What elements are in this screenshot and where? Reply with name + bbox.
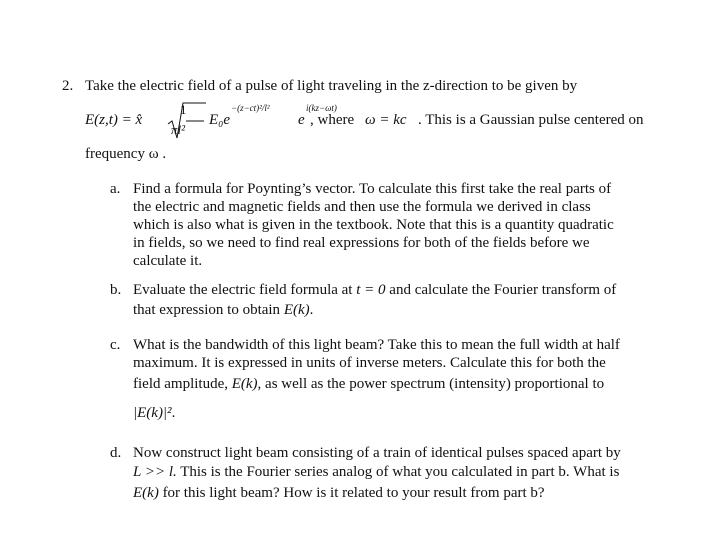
part-c-text-3b: , as well as the power spectrum (intensity) proportional to: [257, 376, 605, 392]
dispersion-relation: ω = kc: [365, 112, 407, 128]
part-b-line-2: [133, 302, 313, 319]
where-text: , where: [310, 112, 355, 128]
amplitude-factor: E₀e: [209, 112, 231, 128]
question-number: 2.: [62, 78, 74, 94]
fraction-denominator: πl²: [171, 122, 186, 137]
fraction-numerator: 1: [180, 102, 187, 117]
gaussian-exponent: −(z−ct)²/l²: [231, 103, 270, 113]
part-a-label: a.: [110, 181, 121, 197]
part-c-label: c.: [110, 337, 121, 353]
equation-lhs: E(z,t) = x̂: [85, 112, 143, 128]
phase-exp-base: e: [298, 112, 305, 128]
phase-exponent: i(kz−ωt): [306, 103, 337, 113]
question-intro-line-1: Take the electric field of a pulse of light traveling in the z-direction to be given by: [85, 78, 578, 94]
electric-field-equation: [85, 100, 705, 142]
part-b-text-2a: that expression to obtain: [133, 302, 281, 318]
part-c-line-3: [133, 376, 604, 393]
equation-trailing-text: . This is a Gaussian pulse centered on: [418, 112, 644, 128]
part-c-line-4: [133, 405, 175, 422]
part-d-line-1: Now construct light beam consisting of a train of identical pulses spaced apart by: [133, 445, 621, 461]
part-b-math-ek: E(k): [283, 302, 310, 318]
part-a-line-2: the electric and magnetic fields and then use the formula we derived in class: [133, 199, 591, 215]
part-d-math-ek: E(k): [133, 485, 159, 501]
part-c-text-4b: .: [171, 405, 176, 421]
part-c-math-power-spectrum: |E(k)|²: [133, 405, 172, 421]
part-d-label: d.: [110, 445, 122, 461]
part-d-math-l: L >> l.: [133, 464, 177, 480]
part-b-line-1: [133, 282, 616, 299]
part-b-math-t0: t = 0: [356, 282, 386, 298]
part-b-label: b.: [110, 282, 122, 298]
part-b-text-2b: .: [309, 302, 314, 318]
part-d-line-3: [133, 485, 545, 502]
part-c-line-1: What is the bandwidth of this light beam? Take this to mean the full width at half: [133, 337, 620, 353]
part-a-line-4: in fields, so we need to find real expressions for both of the fields before we: [133, 235, 590, 251]
part-c-line-2: maximum. It is expressed in units of inverse meters. Calculate this for both the: [133, 355, 606, 371]
part-c-text-3a: field amplitude,: [133, 376, 228, 392]
part-a-line-3: which is also what is given in the textbook. Note that this is a quantity quadratic: [133, 217, 614, 233]
question-intro-line-3: frequency ω .: [85, 146, 167, 162]
part-b-text-1b: and calculate the Fourier transform of: [389, 282, 617, 298]
part-d-line-2: [133, 464, 619, 481]
part-d-text-2b: This is the Fourier series analog of what you calculated in part b. What is: [176, 464, 620, 480]
part-d-text-3b: for this light beam? How is it related to your result from part b?: [162, 485, 545, 501]
part-b-text-1a: Evaluate the electric field formula at: [133, 282, 353, 298]
part-a-line-5: calculate it.: [133, 253, 203, 269]
part-c-math-ek: E(k): [231, 376, 258, 392]
part-a-line-1: Find a formula for Poynting’s vector. To calculate this first take the real parts of: [133, 181, 612, 197]
